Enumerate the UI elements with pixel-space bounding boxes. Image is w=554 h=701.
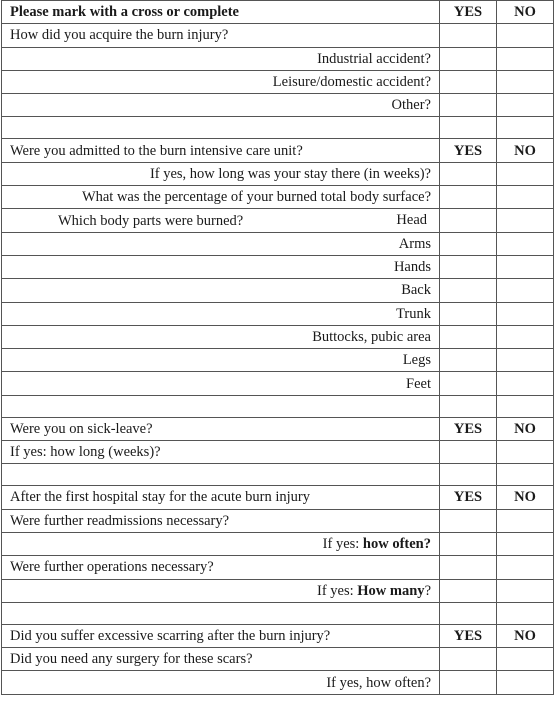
answer-cell-yes[interactable] (440, 579, 497, 602)
body-part-legs: Legs (2, 349, 440, 372)
tbsa-question: What was the percentage of your burned total body surface? (2, 186, 440, 209)
table-row (2, 671, 554, 694)
answer-cell-yes[interactable] (440, 372, 497, 395)
body-parts-question-cell (2, 209, 440, 232)
table-row (2, 556, 554, 579)
answer-cell-no[interactable] (497, 70, 554, 93)
answer-cell-yes[interactable] (440, 186, 497, 209)
table-row (2, 139, 554, 162)
answer-cell-no[interactable] (497, 556, 554, 579)
table-row (2, 70, 554, 93)
table-row (2, 162, 554, 185)
table-row (2, 624, 554, 647)
scarring-no-label[interactable]: NO (497, 624, 554, 647)
body-part-arms: Arms (2, 232, 440, 255)
body-part-trunk: Trunk (2, 302, 440, 325)
table-row (2, 302, 554, 325)
scar-surgery-followup: If yes, how often? (2, 671, 440, 694)
option-industrial-accident: Industrial accident? (2, 47, 440, 70)
scar-surgery-question: Did you need any surgery for these scars? (2, 648, 440, 671)
answer-cell-no[interactable] (497, 372, 554, 395)
answer-cell-no[interactable] (497, 325, 554, 348)
answer-cell-yes[interactable] (440, 47, 497, 70)
instruction-text: Please mark with a cross or complete (2, 1, 440, 24)
answer-cell-yes[interactable] (440, 232, 497, 255)
table-row (2, 509, 554, 532)
answer-cell-no[interactable] (497, 24, 554, 47)
answer-cell-yes[interactable] (440, 556, 497, 579)
no-column-header: NO (497, 1, 554, 24)
sick-leave-yes-label[interactable]: YES (440, 417, 497, 440)
sick-leave-duration-question: If yes: how long (weeks)? (2, 441, 440, 464)
answer-cell-yes[interactable] (440, 279, 497, 302)
answer-cell-yes[interactable] (440, 94, 497, 117)
table-row (2, 279, 554, 302)
burn-cause-question: How did you acquire the burn injury? (2, 24, 440, 47)
table-row (2, 209, 554, 232)
operations-followup-bold: How many (357, 582, 425, 599)
answer-cell-no[interactable] (497, 94, 554, 117)
answer-cell-no[interactable] (497, 255, 554, 278)
answer-cell-yes[interactable] (440, 532, 497, 555)
answer-cell-no[interactable] (497, 232, 554, 255)
yes-column-header: YES (440, 1, 497, 24)
icu-no-label[interactable]: NO (497, 139, 554, 162)
answer-cell-yes[interactable] (440, 349, 497, 372)
option-leisure-domestic-accident: Leisure/domestic accident? (2, 70, 440, 93)
answer-cell-yes[interactable] (440, 509, 497, 532)
answer-cell-yes[interactable] (440, 162, 497, 185)
answer-cell-no[interactable] (497, 47, 554, 70)
hospital-stay-question: After the first hospital stay for the acute burn injury (2, 486, 440, 509)
body-part-back: Back (2, 279, 440, 302)
readmission-followup (2, 532, 440, 555)
table-row (2, 186, 554, 209)
table-row (2, 349, 554, 372)
answer-cell-yes[interactable] (440, 441, 497, 464)
operations-followup (2, 579, 440, 602)
answer-cell-yes[interactable] (440, 209, 497, 232)
answer-cell-no[interactable] (497, 648, 554, 671)
sick-leave-question: Were you on sick-leave? (2, 417, 440, 440)
answer-cell-no[interactable] (497, 441, 554, 464)
scarring-yes-label[interactable]: YES (440, 624, 497, 647)
answer-cell-yes[interactable] (440, 648, 497, 671)
answer-cell-yes[interactable] (440, 70, 497, 93)
answer-cell-no[interactable] (497, 532, 554, 555)
spacer-row (2, 602, 554, 624)
readmission-followup-bold: how often? (362, 536, 431, 553)
answer-cell-no[interactable] (497, 579, 554, 602)
table-row (2, 579, 554, 602)
answer-cell-no[interactable] (497, 186, 554, 209)
table-row (2, 417, 554, 440)
hospital-no-label[interactable]: NO (497, 486, 554, 509)
table-row (2, 24, 554, 47)
table-row (2, 94, 554, 117)
answer-cell-no[interactable] (497, 162, 554, 185)
body-parts-question: Which body parts were burned? (58, 212, 244, 229)
operations-followup-suffix: ? (424, 582, 431, 599)
readmission-followup-prefix: If yes: (322, 536, 363, 553)
body-part-hands: Hands (2, 255, 440, 278)
answer-cell-yes[interactable] (440, 671, 497, 694)
answer-cell-no[interactable] (497, 671, 554, 694)
table-row (2, 255, 554, 278)
answer-cell-yes[interactable] (440, 325, 497, 348)
icu-yes-label[interactable]: YES (440, 139, 497, 162)
body-part-feet: Feet (2, 372, 440, 395)
answer-cell-no[interactable] (497, 509, 554, 532)
answer-cell-no[interactable] (497, 349, 554, 372)
spacer-row (2, 395, 554, 417)
table-row (2, 47, 554, 70)
header-row (2, 1, 554, 24)
spacer-row (2, 464, 554, 486)
table-row (2, 441, 554, 464)
icu-question: Were you admitted to the burn intensive care unit? (2, 139, 440, 162)
operations-question: Were further operations necessary? (2, 556, 440, 579)
answer-cell-no[interactable] (497, 279, 554, 302)
hospital-yes-label[interactable]: YES (440, 486, 497, 509)
operations-followup-prefix: If yes: (317, 582, 358, 599)
icu-stay-question: If yes, how long was your stay there (in weeks)? (2, 162, 440, 185)
sick-leave-no-label[interactable]: NO (497, 417, 554, 440)
answer-cell-yes[interactable] (440, 255, 497, 278)
option-other: Other? (2, 94, 440, 117)
table-row (2, 532, 554, 555)
answer-cell-no[interactable] (497, 209, 554, 232)
table-row (2, 648, 554, 671)
table-row (2, 372, 554, 395)
answer-cell-yes[interactable] (440, 24, 497, 47)
spacer-row (2, 117, 554, 139)
readmission-question: Were further readmissions necessary? (2, 509, 440, 532)
body-part-head: Head (396, 212, 427, 229)
answer-cell-no[interactable] (497, 302, 554, 325)
table-row (2, 232, 554, 255)
body-part-buttocks: Buttocks, pubic area (2, 325, 440, 348)
table-row (2, 486, 554, 509)
table-row (2, 325, 554, 348)
questionnaire-table (1, 0, 554, 695)
answer-cell-yes[interactable] (440, 302, 497, 325)
scarring-question: Did you suffer excessive scarring after the burn injury? (2, 624, 440, 647)
